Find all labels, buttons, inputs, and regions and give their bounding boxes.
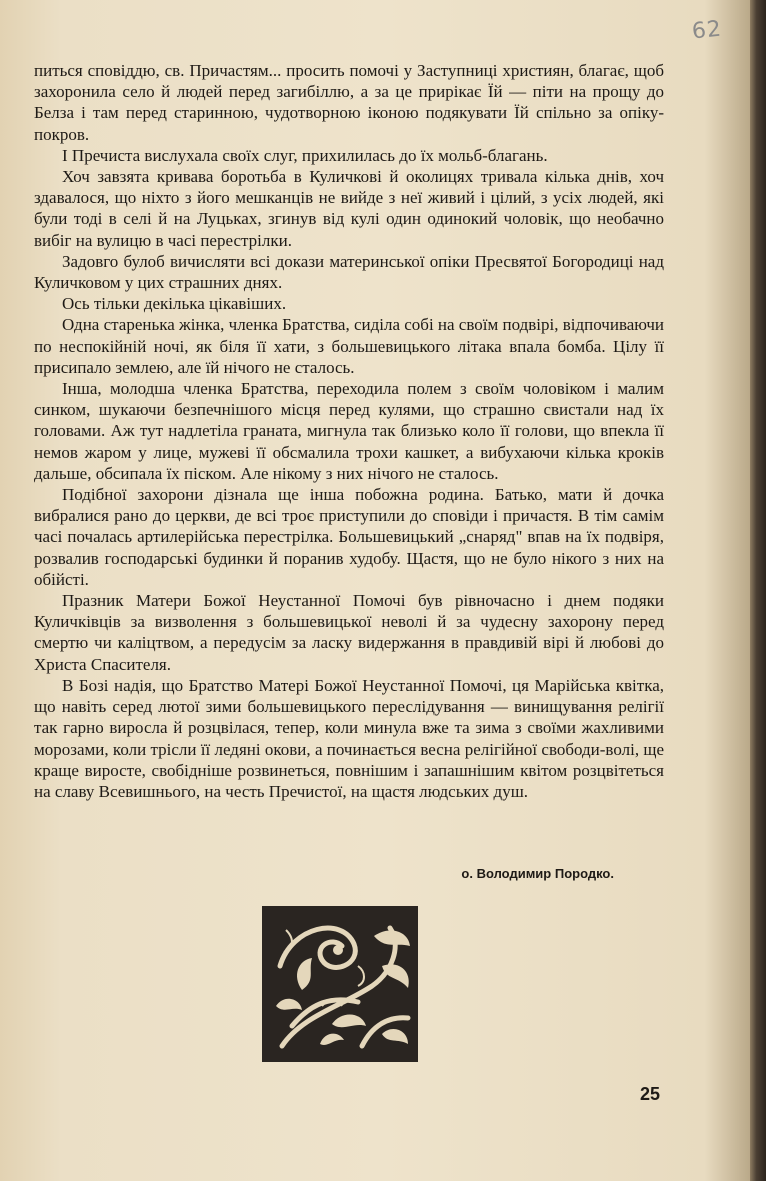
paragraph: Задовго булоб вичисляти всі докази материнської опіки Пресвятої Богородиці над Куличковом у цих страшних днях. — [34, 251, 664, 293]
page-number: 25 — [640, 1084, 661, 1104]
paragraph: В Бозі надія, що Братство Матері Божої Неустанної Помочі, ця Марійська квітка, що навіть серед лютої зими большевицького переслідування — винищування релігії так гарно виросла й розцвілася, тепер, коли минула вже та зима з своїми жахливими морозами, коли трісли її ледяні окови, а починається весна релігійної свободи-волі, ще краще виросте, свобідніше розвинеться, повнішим і запашнішим квітом розцвітеться на славу Всевишнього, на честь Пречистої, на щастя людських душ. — [34, 675, 664, 801]
paragraph: Хоч завзята кривава боротьба в Куличкові й околицях тривала кілька днів, хоч здавалося, що ніхто з його мешканців не вийде з неї живий і цілий, з усіх людей, які були тоді в селі й на Луцьках, згинув від кулі один одинокий чоловік, що необачно вибіг на вулицю в часі перестрілки. — [34, 167, 664, 250]
paragraph: Празник Матери Божої Неустанної Помочі був рівночасно і днем подяки Куличківців за визволення з большевицької неволі й за чудесну захорону перед смертю чи каліцтвом, а передусім за ласку видержання в правдивій вірі й любові до Христа Спасителя. — [34, 591, 664, 674]
paragraph: Подібної захорони дізнала ще інша побожна родина. Батько, мати й дочка вибралися рано до церкви, де всі троє приступили до сповіди і причастя. В тім самім часі почалась артилерійська перестрілка. Большевицький „снаряд" впав на їх подвіря, розвалив господарські будинки й поранив худобу. Щастя, що не було нікого з них на обійсті. — [34, 485, 664, 589]
handwritten-page-note: 62 — [690, 16, 724, 45]
paragraph: І Пречиста вислухала своїх слуг, прихилилась до їх мольб-благань. — [62, 145, 548, 165]
paragraph: Одна старенька жінка, членка Братства, сиділа собі на своїм подвірі, відпочиваючи по неспокійній ночі, як біля її хати, з большевицького літака впала бомба. Цілу її присипало землею, але їй нічого не сталось. — [34, 315, 664, 377]
book-spine-edge — [750, 0, 766, 1181]
paragraph: Інша, молодша членка Братства, переходила полем з своїм чоловіком і малим синком, шукаючи безпечнішого місця перед кулями, що страшно свистали над їх головами. Аж тут надлетіла граната, мигнула так близько коло її голови, що впекла її немов жаром у лице, мужеві її обсмалила трохи кашкет, а вибухаючи кілька кроків дальше, обсипала їх піском. Але нікому з них нічого не сталось. — [34, 379, 664, 483]
woodcut-ornament-vignette — [262, 906, 418, 1062]
paragraph: Ось тільки декілька цікавіших. — [62, 294, 287, 314]
article-body — [34, 60, 664, 802]
paragraph: питься сповіддю, св. Причастям... просить помочі у Заступниці християн, благає, щоб захоронила село й людей перед загибіллю, а за це прирікає Їй — піти на прощу до Белза і там перед старинною, чудотворною іконою подякувати Їй спільно за опіку-покров. — [34, 61, 664, 144]
author-signature: о. Володимир Породко. — [461, 866, 614, 881]
